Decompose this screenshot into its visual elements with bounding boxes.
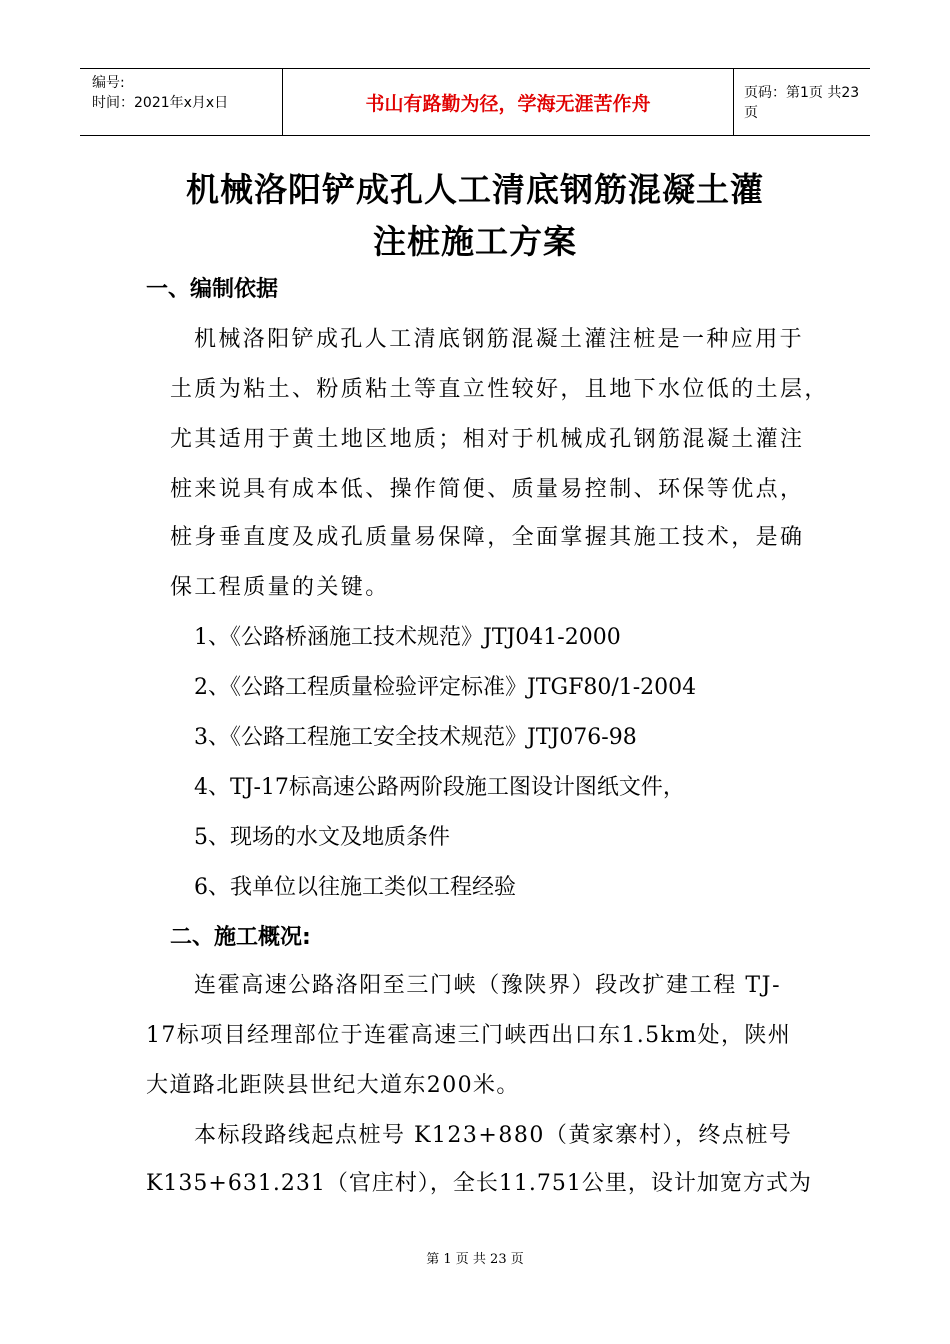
paragraph-line: 土质为粘土、粉质粘土等直立性较好，且地下水位低的土层， — [170, 377, 829, 402]
number-label: 编号: — [92, 75, 125, 91]
header-page-info: 页码：第1页 共23页 — [744, 85, 860, 121]
document-title-line2: 注桩施工方案 — [373, 222, 577, 261]
paragraph-line: 桩来说具有成本低、操作简便、质量易控制、环保等优点， — [170, 477, 805, 502]
paragraph-line: 尤其适用于黄土地区地质；相对于机械成孔钢筋混凝土灌注 — [170, 427, 805, 452]
header-motto: 书山有路勤为径，学海无涯苦作舟 — [282, 69, 734, 135]
paragraph-line: 大道路北距陕县世纪大道东200米。 — [146, 1073, 520, 1098]
header-meta — [80, 69, 282, 135]
paragraph-line: K135+631.231（官庄村），全长11.751公里，设计加宽方式为 — [146, 1171, 812, 1196]
section1-heading: 一、编制依据 — [146, 277, 279, 302]
list-item: 5、现场的水文及地质条件 — [194, 825, 450, 850]
section2-heading: 二、施工概况: — [170, 925, 311, 950]
paragraph-line: 桩身垂直度及成孔质量易保障，全面掌握其施工技术，是确 — [170, 525, 805, 550]
list-item: 1、《公路桥涵施工技术规范》JTJ041-2000 — [194, 625, 621, 650]
time-label: 时间：2021年x月x日 — [92, 95, 229, 111]
list-item: 3、《公路工程施工安全技术规范》JTJ076-98 — [194, 725, 637, 750]
paragraph-line: 连霍高速公路洛阳至三门峡（豫陕界）段改扩建工程 TJ- — [194, 973, 782, 998]
list-item: 2、《公路工程质量检验评定标准》JTGF80/1-2004 — [194, 675, 697, 700]
page-footer: 第 1 页 共 23 页 — [426, 1252, 524, 1267]
paragraph-line: 17标项目经理部位于连霍高速三门峡西出口东1.5km处，陕州 — [146, 1023, 792, 1048]
list-item: 4、TJ-17标高速公路两阶段施工图设计图纸文件， — [194, 775, 685, 800]
paragraph-line: 本标段路线起点桩号 K123+880（黄家寨村），终点桩号 — [194, 1123, 793, 1148]
document-title-line1: 机械洛阳铲成孔人工清底钢筋混凝土灌 — [186, 170, 764, 209]
paragraph-line: 机械洛阳铲成孔人工清底钢筋混凝土灌注桩是一种应用于 — [194, 327, 805, 352]
page-header — [80, 68, 870, 136]
list-item: 6、我单位以往施工类似工程经验 — [194, 875, 516, 900]
paragraph-line: 保工程质量的关键。 — [170, 575, 390, 600]
